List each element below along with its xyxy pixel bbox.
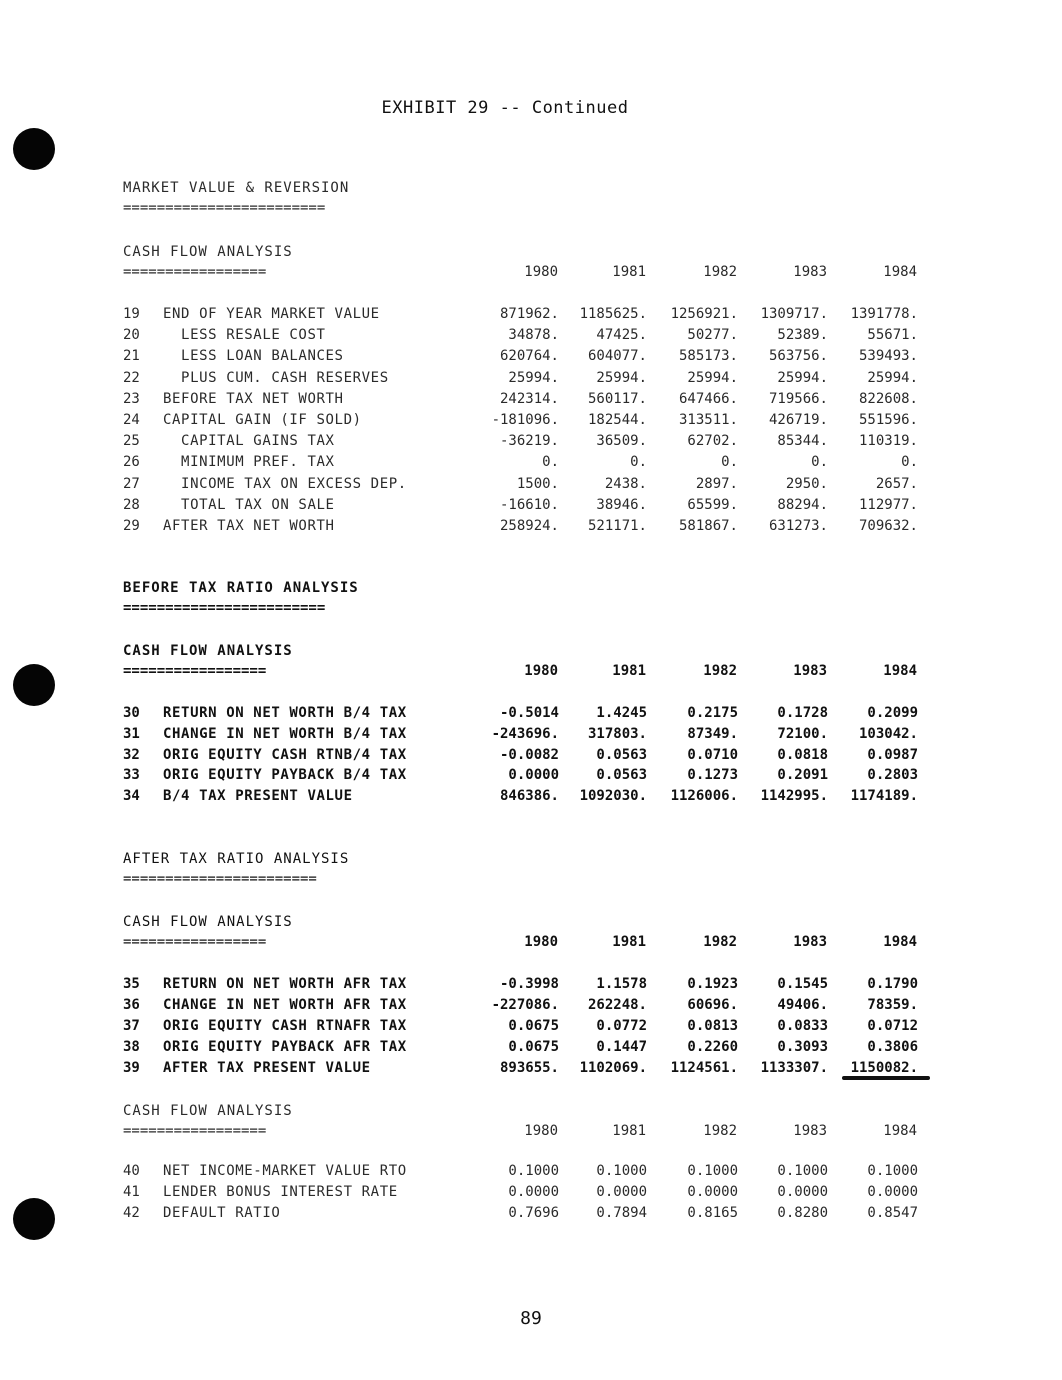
value-cell: 242314. xyxy=(499,390,559,407)
row-number: 33 xyxy=(123,767,140,784)
row-number: 38 xyxy=(123,1039,140,1055)
value-cell: 0.2260 xyxy=(687,1039,738,1055)
value-cell: 0.1728 xyxy=(777,705,828,721)
row-number: 21 xyxy=(123,348,140,365)
row-number: 40 xyxy=(123,1163,140,1179)
value-cell: 0.1273 xyxy=(687,767,738,784)
value-cell: 25994. xyxy=(687,369,738,386)
value-cell: 0.2175 xyxy=(687,705,738,721)
value-cell: 893655. xyxy=(499,1060,559,1076)
value-cell: 0. xyxy=(721,454,738,471)
value-cell: 2897. xyxy=(695,475,738,492)
row-label: CAPITAL GAINS TAX xyxy=(163,433,335,450)
value-cell: 50277. xyxy=(687,327,738,344)
value-cell: 25994. xyxy=(777,369,828,386)
value-cell: 1102069. xyxy=(579,1060,647,1076)
row-label: DEFAULT RATIO xyxy=(163,1205,281,1221)
value-cell: 0.0563 xyxy=(596,767,647,784)
handwritten-underline xyxy=(842,1076,930,1080)
value-cell: 521171. xyxy=(587,518,647,534)
year-header-cell: 1984 xyxy=(883,1123,917,1139)
market-subheading-rule: ================= xyxy=(123,264,267,280)
row-number: 22 xyxy=(123,369,140,386)
value-cell: 87349. xyxy=(687,725,738,742)
value-cell: 0.0833 xyxy=(777,1018,828,1034)
row-number: 24 xyxy=(123,412,140,428)
value-cell: 182544. xyxy=(587,412,647,428)
value-cell: 72100. xyxy=(777,725,828,742)
row-number: 32 xyxy=(123,746,140,763)
value-cell: 0.3806 xyxy=(867,1039,918,1055)
value-cell: 1.1578 xyxy=(596,976,647,992)
value-cell: 88294. xyxy=(777,496,828,513)
value-cell: -0.0082 xyxy=(499,746,559,763)
value-cell: 539493. xyxy=(858,348,918,365)
row-number: 31 xyxy=(123,725,140,742)
value-cell: -0.5014 xyxy=(499,705,559,721)
value-cell: 0.0675 xyxy=(508,1039,559,1055)
binder-hole-bottom xyxy=(13,1198,55,1240)
year-header-cell: 1984 xyxy=(883,264,917,280)
row-number: 34 xyxy=(123,788,140,805)
value-cell: 47425. xyxy=(596,327,647,344)
row-label: CHANGE IN NET WORTH B/4 TAX xyxy=(163,725,407,742)
value-cell: 1174189. xyxy=(850,788,918,805)
row-label: INCOME TAX ON EXCESS DEP. xyxy=(163,475,407,492)
value-cell: 2438. xyxy=(604,475,647,492)
value-cell: 0.0000 xyxy=(508,1184,559,1200)
value-cell: 0.1000 xyxy=(687,1163,738,1179)
row-label: AFTER TAX PRESENT VALUE xyxy=(163,1060,371,1076)
value-cell: 719566. xyxy=(768,390,828,407)
value-cell: 0.1000 xyxy=(867,1163,918,1179)
row-label: ORIG EQUITY CASH RTNB/4 TAX xyxy=(163,746,407,763)
value-cell: 0.2099 xyxy=(867,705,918,721)
value-cell: 0.0712 xyxy=(867,1018,918,1034)
value-cell: 25994. xyxy=(508,369,559,386)
value-cell: 1150082. xyxy=(850,1060,918,1076)
row-number: 39 xyxy=(123,1060,140,1076)
value-cell: 317803. xyxy=(587,725,647,742)
value-cell: 25994. xyxy=(867,369,918,386)
value-cell: 1124561. xyxy=(670,1060,738,1076)
value-cell: 0.7696 xyxy=(508,1205,559,1221)
row-label: B/4 TAX PRESENT VALUE xyxy=(163,788,353,805)
year-header-cell: 1982 xyxy=(703,663,737,679)
value-cell: 1309717. xyxy=(760,306,828,322)
after-tax-subheading: CASH FLOW ANALYSIS xyxy=(123,914,293,930)
row-label: CAPITAL GAIN (IF SOLD) xyxy=(163,412,362,428)
year-header-cell: 1982 xyxy=(703,264,737,280)
row-label: ORIG EQUITY CASH RTNAFR TAX xyxy=(163,1018,407,1034)
value-cell: -181096. xyxy=(491,412,559,428)
year-header-cell: 1984 xyxy=(883,934,917,950)
other-subheading-rule: ================= xyxy=(123,1123,267,1139)
binder-hole-middle xyxy=(13,664,55,706)
row-label: MINIMUM PREF. TAX xyxy=(163,454,335,471)
value-cell: 0.0563 xyxy=(596,746,647,763)
row-number: 28 xyxy=(123,496,140,513)
value-cell: 0.1545 xyxy=(777,976,828,992)
value-cell: 604077. xyxy=(587,348,647,365)
row-number: 26 xyxy=(123,454,140,471)
value-cell: 2657. xyxy=(875,475,918,492)
value-cell: 551596. xyxy=(858,412,918,428)
before-tax-subheading: CASH FLOW ANALYSIS xyxy=(123,643,293,659)
market-heading-rule: ======================== xyxy=(123,200,326,216)
row-number: 41 xyxy=(123,1184,140,1200)
value-cell: 0.2091 xyxy=(777,767,828,784)
value-cell: -36219. xyxy=(499,433,559,450)
value-cell: 62702. xyxy=(687,433,738,450)
value-cell: 78359. xyxy=(867,997,918,1013)
value-cell: 0.1923 xyxy=(687,976,738,992)
value-cell: 0.7894 xyxy=(596,1205,647,1221)
year-header-cell: 1981 xyxy=(612,934,646,950)
value-cell: 55671. xyxy=(867,327,918,344)
value-cell: 426719. xyxy=(768,412,828,428)
year-header-cell: 1981 xyxy=(612,663,646,679)
value-cell: 585173. xyxy=(678,348,738,365)
value-cell: 0.3093 xyxy=(777,1039,828,1055)
year-header-cell: 1983 xyxy=(793,934,827,950)
value-cell: 1391778. xyxy=(850,306,918,322)
row-number: 42 xyxy=(123,1205,140,1221)
value-cell: 0.0818 xyxy=(777,746,828,763)
row-label: ORIG EQUITY PAYBACK B/4 TAX xyxy=(163,767,407,784)
value-cell: 1142995. xyxy=(760,788,828,805)
value-cell: 0.0772 xyxy=(596,1018,647,1034)
value-cell: 0.1000 xyxy=(596,1163,647,1179)
value-cell: 85344. xyxy=(777,433,828,450)
value-cell: 563756. xyxy=(768,348,828,365)
row-number: 36 xyxy=(123,997,140,1013)
value-cell: 1256921. xyxy=(670,306,738,322)
row-label: ORIG EQUITY PAYBACK AFR TAX xyxy=(163,1039,407,1055)
row-number: 37 xyxy=(123,1018,140,1034)
value-cell: 620764. xyxy=(499,348,559,365)
value-cell: 0. xyxy=(542,454,559,471)
value-cell: 0.0987 xyxy=(867,746,918,763)
row-label: PLUS CUM. CASH RESERVES xyxy=(163,369,389,386)
value-cell: 34878. xyxy=(508,327,559,344)
value-cell: 0.1000 xyxy=(777,1163,828,1179)
value-cell: 846386. xyxy=(499,788,559,805)
row-number: 27 xyxy=(123,475,140,492)
after-tax-heading-rule: ======================= xyxy=(123,871,317,887)
value-cell: 60696. xyxy=(687,997,738,1013)
year-header-cell: 1982 xyxy=(703,934,737,950)
value-cell: 49406. xyxy=(777,997,828,1013)
row-label: LESS LOAN BALANCES xyxy=(163,348,344,365)
value-cell: 262248. xyxy=(587,997,647,1013)
other-subheading: CASH FLOW ANALYSIS xyxy=(123,1103,293,1119)
year-header-cell: 1981 xyxy=(612,1123,646,1139)
after-tax-heading: AFTER TAX RATIO ANALYSIS xyxy=(123,851,350,867)
row-number: 23 xyxy=(123,390,140,407)
before-tax-heading: BEFORE TAX RATIO ANALYSIS xyxy=(123,580,359,596)
value-cell: 0.0000 xyxy=(508,767,559,784)
value-cell: 110319. xyxy=(858,433,918,450)
year-header-cell: 1983 xyxy=(793,264,827,280)
row-number: 29 xyxy=(123,518,140,534)
value-cell: -0.3998 xyxy=(499,976,559,992)
value-cell: 112977. xyxy=(858,496,918,513)
value-cell: 0.2803 xyxy=(867,767,918,784)
value-cell: 2950. xyxy=(785,475,828,492)
value-cell: 0.0710 xyxy=(687,746,738,763)
row-number: 20 xyxy=(123,327,140,344)
after-tax-subheading-rule: ================= xyxy=(123,934,267,950)
value-cell: 0.1790 xyxy=(867,976,918,992)
value-cell: 0.8547 xyxy=(867,1205,918,1221)
value-cell: 1126006. xyxy=(670,788,738,805)
page-number: 89 xyxy=(520,1308,542,1329)
year-header-cell: 1980 xyxy=(524,934,558,950)
row-label: TOTAL TAX ON SALE xyxy=(163,496,335,513)
year-header-cell: 1983 xyxy=(793,663,827,679)
value-cell: 0.8280 xyxy=(777,1205,828,1221)
market-subheading: CASH FLOW ANALYSIS xyxy=(123,244,293,260)
row-label: CHANGE IN NET WORTH AFR TAX xyxy=(163,997,407,1013)
before-tax-subheading-rule: ================= xyxy=(123,663,267,679)
year-header-cell: 1983 xyxy=(793,1123,827,1139)
year-header-cell: 1981 xyxy=(612,264,646,280)
row-label: BEFORE TAX NET WORTH xyxy=(163,390,344,407)
row-number: 35 xyxy=(123,976,140,992)
page-title: EXHIBIT 29 -- Continued xyxy=(381,98,629,118)
value-cell: 631273. xyxy=(768,518,828,534)
value-cell: 0. xyxy=(811,454,828,471)
row-label: RETURN ON NET WORTH AFR TAX xyxy=(163,976,407,992)
value-cell: 103042. xyxy=(858,725,918,742)
value-cell: -227086. xyxy=(491,997,559,1013)
value-cell: -16610. xyxy=(499,496,559,513)
value-cell: 38946. xyxy=(596,496,647,513)
value-cell: 0.0000 xyxy=(687,1184,738,1200)
year-header-cell: 1982 xyxy=(703,1123,737,1139)
value-cell: -243696. xyxy=(491,725,559,742)
year-header-cell: 1984 xyxy=(883,663,917,679)
value-cell: 871962. xyxy=(499,306,559,322)
value-cell: 0.0813 xyxy=(687,1018,738,1034)
row-label: RETURN ON NET WORTH B/4 TAX xyxy=(163,705,407,721)
before-tax-heading-rule: ======================== xyxy=(123,600,326,616)
value-cell: 1.4245 xyxy=(596,705,647,721)
market-heading: MARKET VALUE & REVERSION xyxy=(123,180,350,196)
row-number: 30 xyxy=(123,705,140,721)
value-cell: 581867. xyxy=(678,518,738,534)
value-cell: 25994. xyxy=(596,369,647,386)
value-cell: 1500. xyxy=(516,475,559,492)
value-cell: 1133307. xyxy=(760,1060,828,1076)
value-cell: 52389. xyxy=(777,327,828,344)
row-label: NET INCOME-MARKET VALUE RTO xyxy=(163,1163,407,1179)
value-cell: 560117. xyxy=(587,390,647,407)
row-label: LENDER BONUS INTEREST RATE xyxy=(163,1184,398,1200)
value-cell: 0.0675 xyxy=(508,1018,559,1034)
value-cell: 0.0000 xyxy=(867,1184,918,1200)
value-cell: 0.8165 xyxy=(687,1205,738,1221)
value-cell: 0.1000 xyxy=(508,1163,559,1179)
value-cell: 0.0000 xyxy=(777,1184,828,1200)
row-number: 25 xyxy=(123,433,140,450)
row-label: AFTER TAX NET WORTH xyxy=(163,518,335,534)
value-cell: 0. xyxy=(901,454,918,471)
binder-hole-top xyxy=(13,128,55,170)
value-cell: 709632. xyxy=(858,518,918,534)
value-cell: 1092030. xyxy=(579,788,647,805)
row-label: END OF YEAR MARKET VALUE xyxy=(163,306,380,322)
value-cell: 1185625. xyxy=(579,306,647,322)
row-number: 19 xyxy=(123,306,140,322)
year-header-cell: 1980 xyxy=(524,1123,558,1139)
value-cell: 822608. xyxy=(858,390,918,407)
year-header-cell: 1980 xyxy=(524,264,558,280)
value-cell: 313511. xyxy=(678,412,738,428)
value-cell: 0.1447 xyxy=(596,1039,647,1055)
value-cell: 0.0000 xyxy=(596,1184,647,1200)
value-cell: 36509. xyxy=(596,433,647,450)
value-cell: 65599. xyxy=(687,496,738,513)
value-cell: 0. xyxy=(630,454,647,471)
value-cell: 647466. xyxy=(678,390,738,407)
year-header-cell: 1980 xyxy=(524,663,558,679)
row-label: LESS RESALE COST xyxy=(163,327,326,344)
value-cell: 258924. xyxy=(499,518,559,534)
